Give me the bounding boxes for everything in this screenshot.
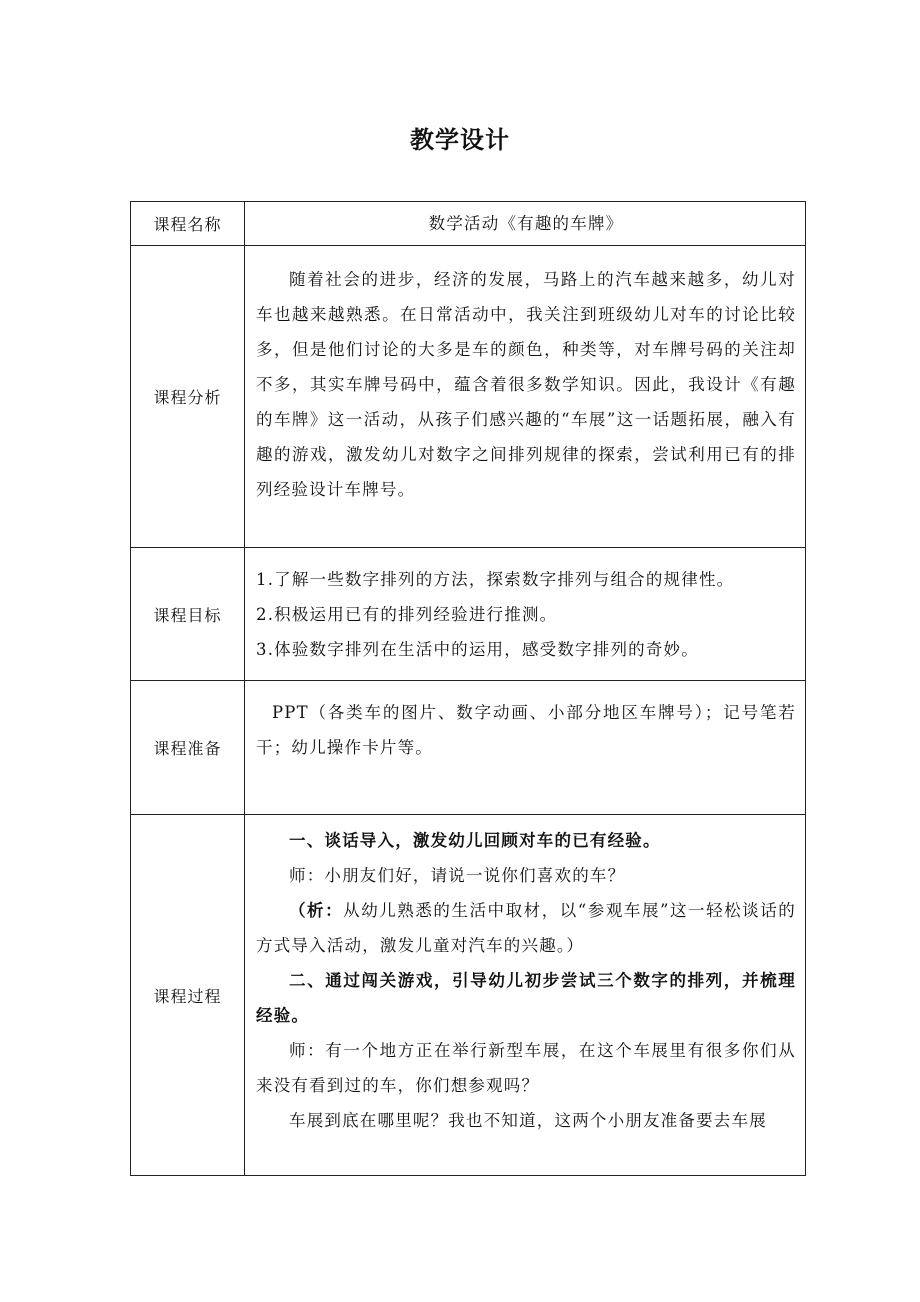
table-row-course-prep xyxy=(131,681,806,815)
goal-item-3: 3.体验数字排列在生活中的运用，感受数字排列的奇妙。 xyxy=(256,639,699,659)
course-name-label: 课程名称 xyxy=(131,202,245,246)
course-goals-cell xyxy=(245,548,806,681)
course-prep-cell xyxy=(245,681,806,815)
course-process-label: 课程过程 xyxy=(131,815,245,1176)
course-analysis-text: 随着社会的进步，经济的发展，马路上的汽车越来越多，幼儿对车也越来越熟悉。在日常活动中，我关注到班级幼儿对车的讨论比较多，但是他们讨论的大多是车的颜色，种类等，对车牌号码的关注却不多，其实车牌号码中，蕴含着很多数学知识。因此，我设计《有趣的车牌》这一活动，从孩子们感兴趣的“车展”这一话题拓展，融入有趣的游戏，激发幼儿对数字之间排列规律的探索，尝试利用已有的排列经验设计车牌号。 xyxy=(256,270,796,499)
course-name-value: 数学活动《有趣的车牌》 xyxy=(245,202,806,246)
course-process-cell xyxy=(245,815,806,1176)
course-goals-label: 课程目标 xyxy=(131,548,245,681)
note-prefix: （析： xyxy=(289,901,344,920)
course-analysis-label: 课程分析 xyxy=(131,246,245,548)
step2-continuation: 车展到底在哪里呢？我也不知道，这两个小朋友准备要去车展 xyxy=(289,1111,767,1130)
goal-item-1: 1.了解一些数字排列的方法，探索数字排列与组合的规律性。 xyxy=(256,569,735,589)
table-row-course-name xyxy=(131,202,806,246)
note-body: 从幼儿熟悉的生活中取材，以“参观车展”这一轻松谈话的方式导入活动，激发儿童对汽车的兴趣。） xyxy=(256,901,796,955)
step2-teacher-line: 师：有一个地方正在举行新型车展，在这个车展里有很多你们从来没有看到过的车，你们想参观吗？ xyxy=(256,1041,796,1095)
course-prep-label: 课程准备 xyxy=(131,681,245,815)
table-row-course-process xyxy=(131,815,806,1176)
lesson-plan-table xyxy=(130,201,806,1176)
course-prep-text: PPT（各类车的图片、数字动画、小部分地区车牌号）；记号笔若干；幼儿操作卡片等。 xyxy=(256,703,796,757)
page-title: 教学设计 xyxy=(410,126,510,154)
step2-heading: 二、通过闯关游戏，引导幼儿初步尝试三个数字的排列，并梳理经验。 xyxy=(256,971,796,1025)
course-analysis-cell xyxy=(245,246,806,548)
step1-heading: 一、谈话导入，激发幼儿回顾对车的已有经验。 xyxy=(289,831,661,850)
goal-item-2: 2.积极运用已有的排列经验进行推测。 xyxy=(256,604,558,624)
step1-analysis-note xyxy=(256,893,796,963)
table-row-course-analysis xyxy=(131,246,806,548)
table-row-course-goals xyxy=(131,548,806,681)
step1-teacher-line: 师：小朋友们好，请说一说你们喜欢的车？ xyxy=(289,866,626,885)
